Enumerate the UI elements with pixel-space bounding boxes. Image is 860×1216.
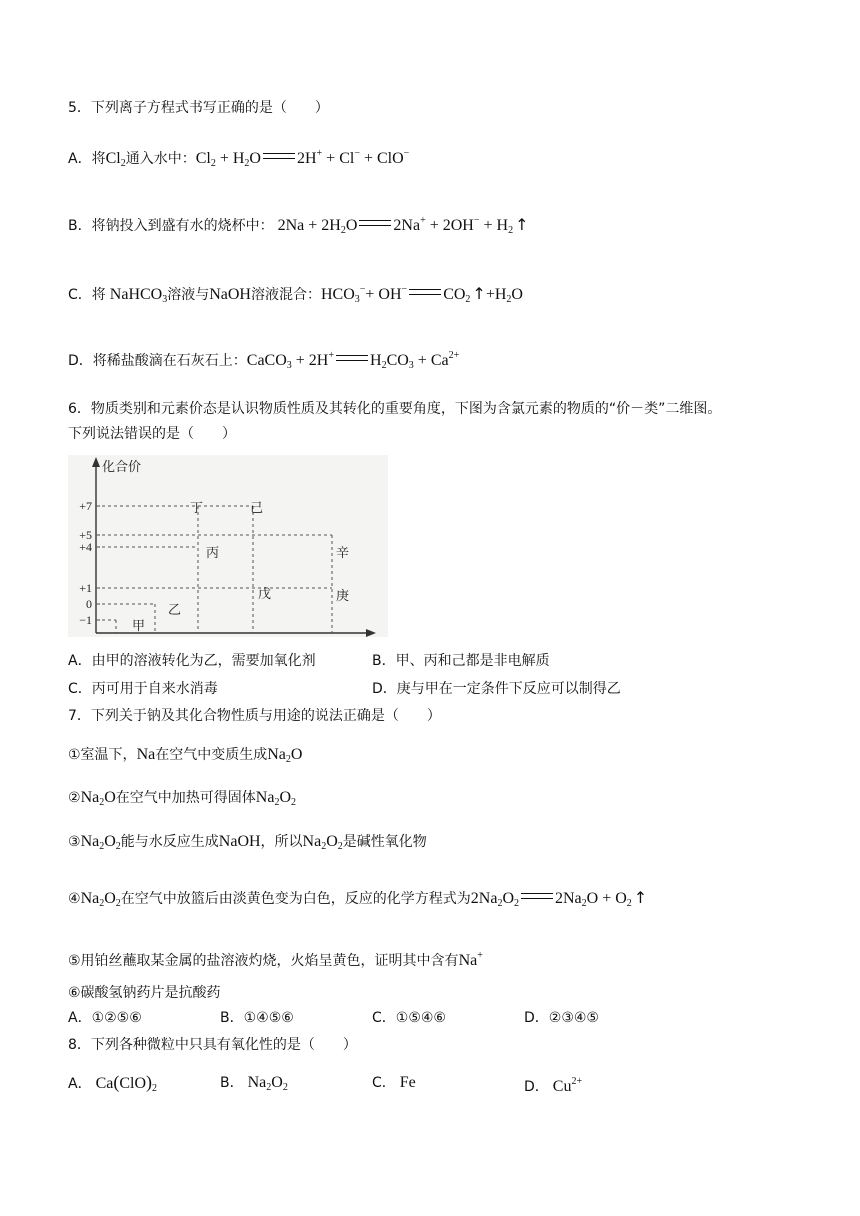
q7-statement-1: ①室温下，Na在空气中变质生成$Na_2O$	[68, 746, 303, 765]
q8-option-a: A． $Ca(ClO)_2$	[68, 1072, 158, 1094]
q6-option-b: B．甲、丙和己都是非电解质	[372, 653, 550, 669]
q7-option-b: B．①④⑤⑥	[220, 1010, 294, 1026]
q7-statement-6: ⑥碳酸氢钠药片是抗酸药	[68, 985, 221, 1001]
y-tick-label: 0	[86, 597, 92, 611]
q7-option-a: A．①②⑤⑥	[68, 1010, 142, 1026]
y-tick-label: −1	[79, 613, 92, 627]
q7-statement-3: $③Na_2O_2$能与水反应生成NaOH，所以$Na_2O_2$是碱性氧化物	[68, 833, 427, 852]
point-label: 戊	[258, 587, 272, 602]
q5-option-a: A．将$Cl_2$通入水中：$Cl_2 + H_2O$ 2H+ + Cl− + ClO−	[68, 148, 410, 169]
point-label: 丙	[206, 546, 220, 561]
q6-option-d: D．庚与甲在一定条件下反应可以制得乙	[372, 681, 621, 697]
q8-option-d: D． $Cu^{2+}$	[524, 1076, 583, 1095]
q5-stem: 5．下列离子方程式书写正确的是（ ）	[68, 100, 329, 116]
q7-statement-5: ⑤用铂丝蘸取某金属的盐溶液灼烧，火焰呈黄色，证明其中含有Na+	[68, 950, 483, 969]
q6-stem-line1: 6．物质类别和元素价态是认识物质性质及其转化的重要角度，下图为含氯元素的物质的“价－类”二维图。	[68, 401, 722, 417]
point-label: 乙	[168, 603, 182, 618]
y-tick-label: +5	[79, 528, 92, 542]
q7-statement-4: $④Na_2O_2$在空气中放篮后由淡黄色变为白色，反应的化学方程式为$2Na_2O_2$ $2Na_2O + O_2$ ↑	[68, 888, 648, 909]
q7-option-d: D．②③④⑤	[524, 1010, 599, 1026]
y-tick-label: +1	[79, 581, 92, 595]
q5-option-b: B．将钠投入到盛有水的烧杯中： $2Na + 2H_2O$ $2Na^+ + 2OH^- + H_2$ ↑	[68, 215, 529, 236]
q5-option-d: D．将稀盐酸滴在石灰石上：CaCO$_3$ + 2H+ $H_2CO_3 + Ca^{2+}$	[68, 350, 460, 371]
q8-option-c: C． Fe	[372, 1074, 416, 1091]
point-label: 甲	[132, 619, 146, 634]
y-tick-label: +7	[79, 499, 92, 513]
point-label: 丁	[190, 501, 204, 516]
q7-stem: 7．下列关于钠及其化合物性质与用途的说法正确是（ ）	[68, 708, 441, 724]
q7-statement-2: $②Na_2O$在空气中加热可得固体$Na_2O_2$	[68, 789, 296, 808]
q7-option-c: C．①⑤④⑥	[372, 1010, 446, 1026]
point-label: 辛	[336, 546, 350, 561]
q6-stem-line2: 下列说法错误的是（ ）	[68, 426, 236, 442]
y-axis-title: 化合价	[102, 460, 142, 475]
valence-class-graph	[68, 455, 388, 637]
point-label: 庚	[336, 589, 350, 604]
y-tick-label: +4	[79, 540, 92, 554]
q6-option-a: A．由甲的溶液转化为乙，需要加氧化剂	[68, 653, 316, 669]
q6-option-c: C．丙可用于自来水消毒	[68, 681, 218, 697]
q5-option-c: C．将 NaHCO$_3$溶液与NaOH溶液混合：$HCO_3^-+ OH^-$ $CO_2$ $↑+H_2O$	[68, 284, 523, 305]
q8-option-b: B． $Na_2O_2$	[220, 1074, 288, 1093]
q8-stem: 8．下列各种微粒中只具有氧化性的是（ ）	[68, 1037, 357, 1053]
point-label: 己	[250, 501, 264, 516]
